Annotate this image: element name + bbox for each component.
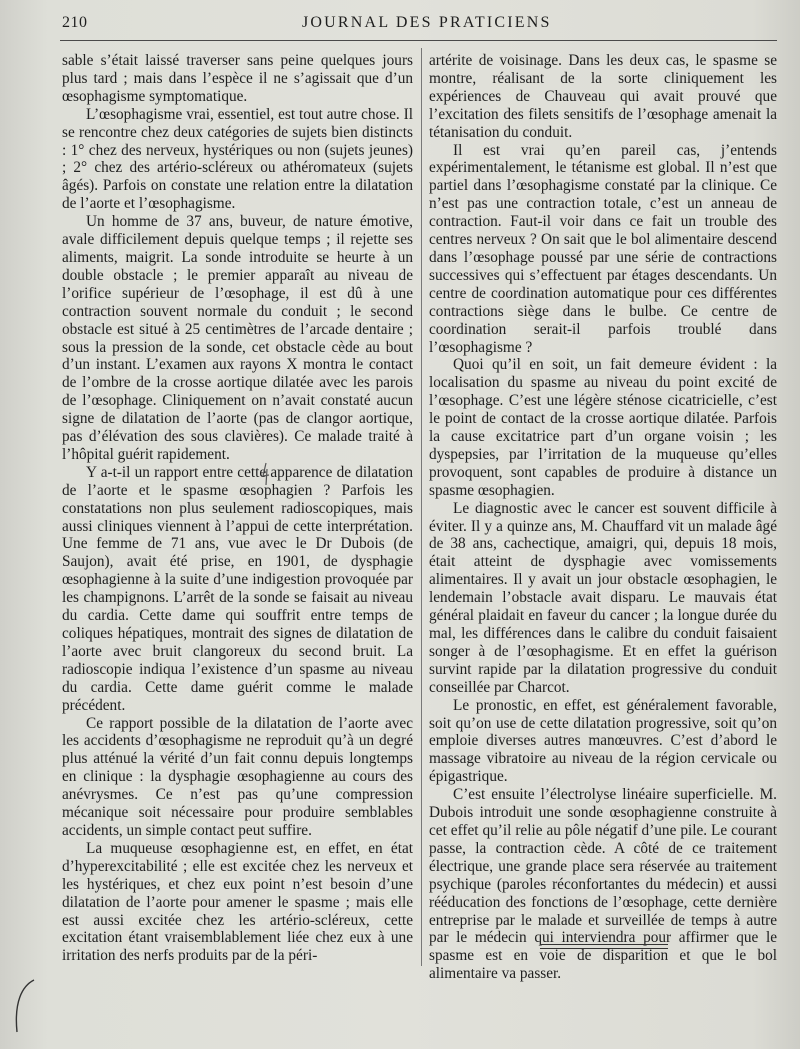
page-number: 210: [62, 14, 88, 31]
left-column: [62, 52, 413, 965]
end-rule: [540, 944, 668, 945]
paragraph: Quoi qu’il en soit, un fait demeure évident : la localisation du spasme au niveau du point excité de l’œsophage. C’est une légère sténose cicatricielle, c’est le point de contact de la crosse aortique dilatée. Parfois la cause excitatrice part d’un organe voisin ; les dyspepsies, par l’irritation de la muqueuse qu’elles provoquent, sont capables de produire à distance un spasme œsophagien.: [429, 356, 777, 499]
pencil-stroke-icon: [8, 976, 38, 1036]
paragraph: La muqueuse œsophagienne est, en effet, en état d’hyperexcitabilité ; elle est excitée chez les nerveux et les hystériques, et chez eux point n’est besoin d’une dilatation de l’aorte pour amener le spasme ; mais elle est aussi excitée chez les artério-scléreux, cette excitation étant vraisemblablement liée chez eux à une irritation des nerfs produits par de la péri-: [62, 839, 413, 965]
paragraph: artérite de voisinage. Dans les deux cas, le spasme se montre, réalisant de la sorte cliniquement les expériences de Chauveau qui avait prouvé que l’excitation des filets sensitifs de l’œsophage amenait la tétanisation du conduit.: [429, 52, 777, 141]
pencil-annotation-icon: [258, 462, 272, 486]
paragraph: Ce rapport possible de la dilatation de l’aorte avec les accidents d’œsophagisme ne reproduit qu’à un degré plus atténué la vérité d’un fait connu depuis longtemps en clinique : la dysphagie œsophagienne au cours des anévrysmes. Ce n’est pas qu’une compression mécanique soit nécessaire pour produire semblables accidents, un simple contact peut suffire.: [62, 714, 413, 839]
paragraph: L’œsophagisme vrai, essentiel, est tout autre chose. Il se rencontre chez deux catégories de sujets bien distincts : 1° chez des nerveux, hystériques ou non (sujets jeunes) ; 2° chez des artério-scléreux ou athéromateux (sujets âgés). Parfois on constate une relation entre la dilatation de l’aorte et l’œsophagisme.: [62, 105, 413, 213]
paragraph: Le diagnostic avec le cancer est souvent difficile à éviter. Il y a quinze ans, M. Chauffard vit un malade âgé de 38 ans, cachectique, amaigri, qui, depuis 18 mois, était atteint de dysphagie avec vomissements alimentaires. Il y avait un jour obstacle œsophagien, le lendemain l’obstacle avait disparu. Le mauvais état général plaidait en faveur du cancer ; la longue durée du mal, les différences dans le calibre du conduit faisaient songer à de l’œsophagisme. Et en effet la guérison survint rapide par la dilatation progressive du conduit conseillée par Charcot.: [429, 499, 777, 696]
running-title: JOURNAL DES PRATICIENS: [302, 14, 552, 31]
header-rule: [60, 40, 777, 41]
end-rule: [540, 948, 668, 949]
paragraph: sable s’était laissé traverser sans peine quelques jours plus tard ; mais dans l’espèce il ne s’agissait que d’un œsophagisme symptomatique.: [62, 52, 413, 105]
right-column: [429, 52, 777, 983]
paragraph: Il est vrai qu’en pareil cas, j’entends expérimentalement, le tétanisme est global. Il n’est que partiel dans l’œsophagisme constaté par la clinique. Ce n’est pas une contraction totale, c’est un anneau de contraction. Faut-il voir dans ce fait un trouble des centres nerveux ? On sait que le bol alimentaire descend dans l’œsophage poussé par une série de contractions successives qui s’effectuent par étages descendants. Un centre de coordination automatique pour ces différentes contractions siège dans le bulbe. Ce centre de coordination serait-il parfois troublé dans l’œsophagisme ?: [429, 141, 777, 356]
paragraph: Le pronostic, en effet, est généralement favorable, soit qu’on use de cette dilatation progressive, soit qu’on emploie diverses autres manœuvres. C’est d’abord le massage vibratoire au niveau de la région cervicale ou épigastrique.: [429, 696, 777, 786]
paragraph: Y a-t-il un rapport entre cette apparence de dilatation de l’aorte et le spasme œsophagien ? Parfois les constatations non plus seulement radioscopiques, mais aussi cliniques viennent à l’appui de cette interprétation. Une femme de 71 ans, vue avec le Dr Dubois (de Saujon), avait été prise, en 1901, de dysphagie œsophagienne à la suite d’une indigestion provoquée par les champignons. L’arrêt de la sonde se faisait au niveau du cardia. Cette dame qui souffrit entre temps de coliques hépatiques, montrait des signes de dilatation de l’aorte avec bruit clangoreux du second bruit. La radioscopie indiqua l’existence d’un spasme au niveau du cardia. Cette dame guérit comme le malade précédent.: [62, 463, 413, 714]
column-divider: [421, 48, 422, 966]
paragraph: Un homme de 37 ans, buveur, de nature émotive, avale difficilement depuis quelque temps ; il rejette ses aliments, maigrit. La sonde introduite se heurte à un double obstacle ; le premier apparaît au niveau de l’orifice supérieur de l’œsophage, il est dû à une contraction souvent normale du conduit ; le second obstacle est situé à 25 centimètres de l’arcade dentaire ; sous la pression de la sonde, cet obstacle cède au bout d’un instant. L’examen aux rayons X montra le contact de l’ombre de la crosse aortique dilatée avec les parois de l’œsophage. Cliniquement on n’avait constaté aucun signe de dilatation de l’aorte (pas de clangor aortique, pas d’élévation des sous clavières). Ce malade traité à l’hôpital guérit rapidement.: [62, 213, 413, 463]
paragraph: C’est ensuite l’électrolyse linéaire superficielle. M. Dubois introduit une sonde œsophagienne construite à cet effet qu’il relie au pôle négatif d’une pile. Le courant passe, la contraction cède. A côté de ce traitement électrique, une grande place sera réservée au traitement psychique (paroles réconfortantes du médecin) et aussi rééducation des fonctions de l’œsophage, cette dernière entreprise par le malade et surveillée de temps à autre par le médecin qui interviendra pour affirmer que le spasme est en voie de disparition et que le bol alimentaire va passer.: [429, 786, 777, 983]
